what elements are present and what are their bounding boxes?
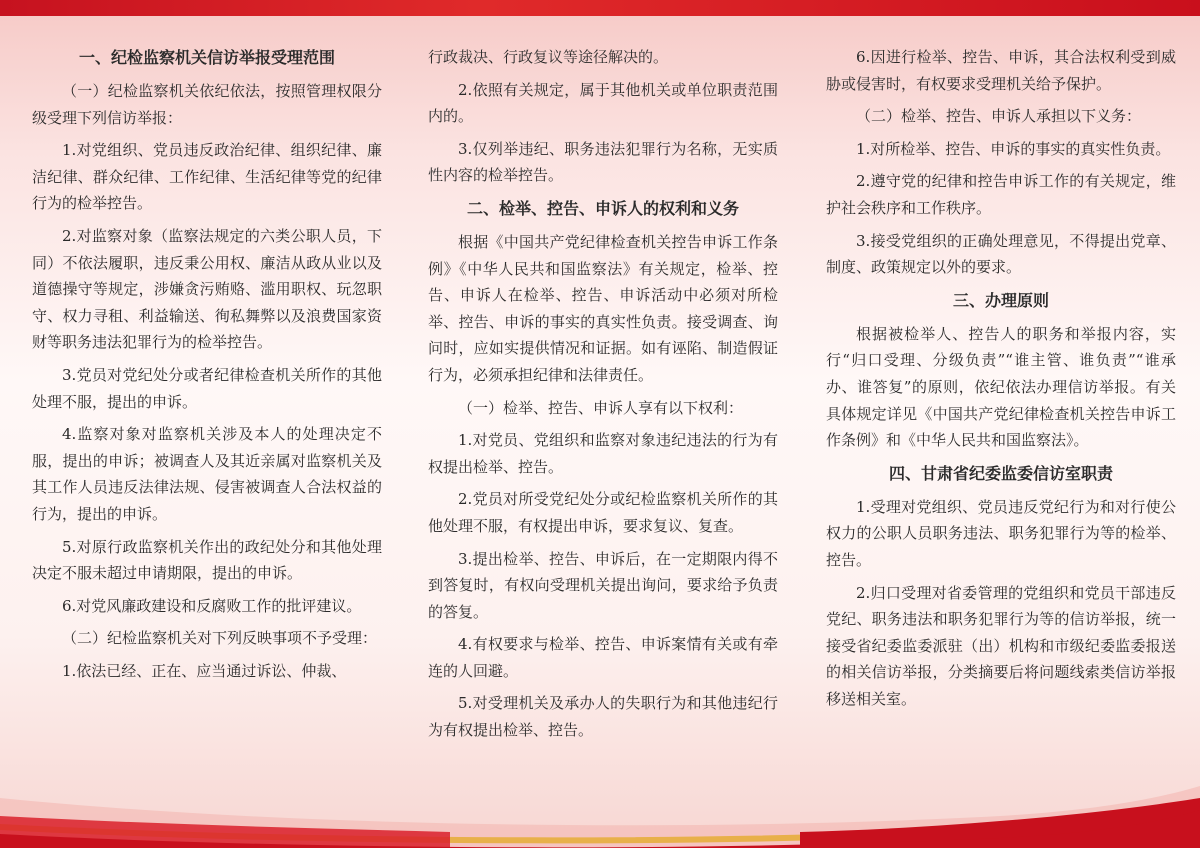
column-right: [826, 44, 1176, 718]
section-heading: 二、检举、控告、申诉人的权利和义务: [466, 198, 739, 218]
section-heading: 四、甘肃省纪委监委信访室职责: [888, 463, 1113, 483]
paragraph: （一）纪检监察机关依纪依法，按照管理权限分级受理下列信访举报：: [32, 82, 382, 127]
paragraph: 2.遵守党的纪律和控告申诉工作的有关规定，维护社会秩序和工作秩序。: [826, 172, 1176, 217]
paragraph: 3.党员对党纪处分或者纪律检查机关所作的其他处理不服，提出的申诉。: [32, 365, 382, 411]
paragraph: 行政裁决、行政复议等途径解决的。: [428, 48, 669, 66]
paragraph: 3.仅列举违纪、职务违法犯罪行为名称，无实质性内容的检举控告。: [428, 139, 778, 185]
paragraph: 根据被检举人、控告人的职务和举报内容，实行“归口受理、分级负责”“谁主管、谁负责”“谁承办、谁答复”的原则，依纪依法办理信访举报。有关具体规定详见《中国共产党纪律检查机关控告申诉工作条例》和《中华人民共和国监察法》。: [826, 324, 1176, 450]
paragraph: 1.对党组织、党员违反政治纪律、组织纪律、廉洁纪律、群众纪律、工作纪律、生活纪律等党的纪律行为的检举控告。: [32, 141, 382, 213]
paragraph: 根据《中国共产党纪律检查机关控告申诉工作条例》《中华人民共和国监察法》有关规定，检举、控告、申诉人在检举、控告、申诉活动中必须对所检举、控告、申诉的事实的真实性负责。接受调查、询问时，应如实提供情况和证据。如有诬陷、制造假证行为，必须承担纪律和法律责任。: [428, 232, 778, 384]
paragraph: 2.归口受理对省委管理的党组织和党员干部违反党纪、职务违法和职务犯罪行为等的信访举报，统一接受省纪委监委派驻（出）机构和市级纪委监委报送的相关信访举报，分类摘要后将问题线索类信访举报移送相关室。: [826, 583, 1176, 708]
paragraph: 6.对党风廉政建设和反腐败工作的批评建议。: [62, 596, 362, 615]
paragraph: 1.对党员、党组织和监察对象违纪违法的行为有权提出检举、控告。: [428, 431, 778, 476]
section-heading: 一、纪检监察机关信访举报受理范围: [78, 48, 335, 67]
paragraph: 2.依照有关规定，属于其他机关或单位职责范围内的。: [428, 80, 778, 126]
paragraph: 4.监察对象对监察机关涉及本人的处理决定不服，提出的申诉；被调查人及其近亲属对监察机关及其工作人员违反法律法规、侵害被调查人合法权益的行为，提出的申诉。: [32, 425, 382, 523]
bottom-wave-decoration: [0, 728, 1200, 848]
paragraph: 2.对监察对象（监察法规定的六类公职人员，下同）不依法履职，违反秉公用权、廉洁从政从业以及道德操守等规定，涉嫌贪污贿赂、滥用职权、玩忽职守、权力寻租、利益输送、徇私舞弊以及浪费国家资财等职务违法犯罪行为的检举控告。: [32, 226, 382, 352]
column-left: [32, 44, 382, 690]
paragraph: 1.受理对党组织、党员违反党纪行为和对行使公权力的公职人员职务违法、职务犯罪行为等的检举、控告。: [826, 497, 1176, 569]
paragraph: 1.对所检举、控告、申诉的事实的真实性负责。: [856, 139, 1171, 158]
section-heading: 三、办理原则: [952, 290, 1049, 310]
paragraph: 6.因进行检举、控告、申诉，其合法权利受到威胁或侵害时，有权要求受理机关给予保护。: [826, 48, 1176, 93]
paragraph: 5.对原行政监察机关作出的政纪处分和其他处理决定不服未超过申请期限，提出的申诉。: [32, 537, 382, 583]
paragraph: （一）检举、控告、申诉人享有以下权利：: [458, 398, 744, 417]
paragraph: （二）检举、控告、申诉人承担以下义务：: [856, 107, 1142, 126]
column-middle: [428, 44, 778, 750]
paragraph: 3.提出检举、控告、申诉后，在一定期限内得不到答复时，有权向受理机关提出询问，要求给予负责的答复。: [428, 549, 778, 621]
paragraph: 2.党员对所受党纪处分或纪检监察机关所作的其他处理不服，有权提出申诉，要求复议、复查。: [428, 490, 778, 535]
top-red-band: [0, 0, 1200, 16]
paragraph: 3.接受党组织的正确处理意见，不得提出党章、制度、政策规定以外的要求。: [826, 231, 1176, 277]
paragraph: 1.依法已经、正在、应当通过诉讼、仲裁、: [62, 661, 347, 680]
paragraph: （二）纪检监察机关对下列反映事项不予受理：: [62, 629, 378, 648]
paragraph: 5.对受理机关及承办人的失职行为和其他违纪行为有权提出检举、控告。: [428, 694, 778, 740]
paragraph: 4.有权要求与检举、控告、申诉案情有关或有牵连的人回避。: [428, 635, 778, 680]
